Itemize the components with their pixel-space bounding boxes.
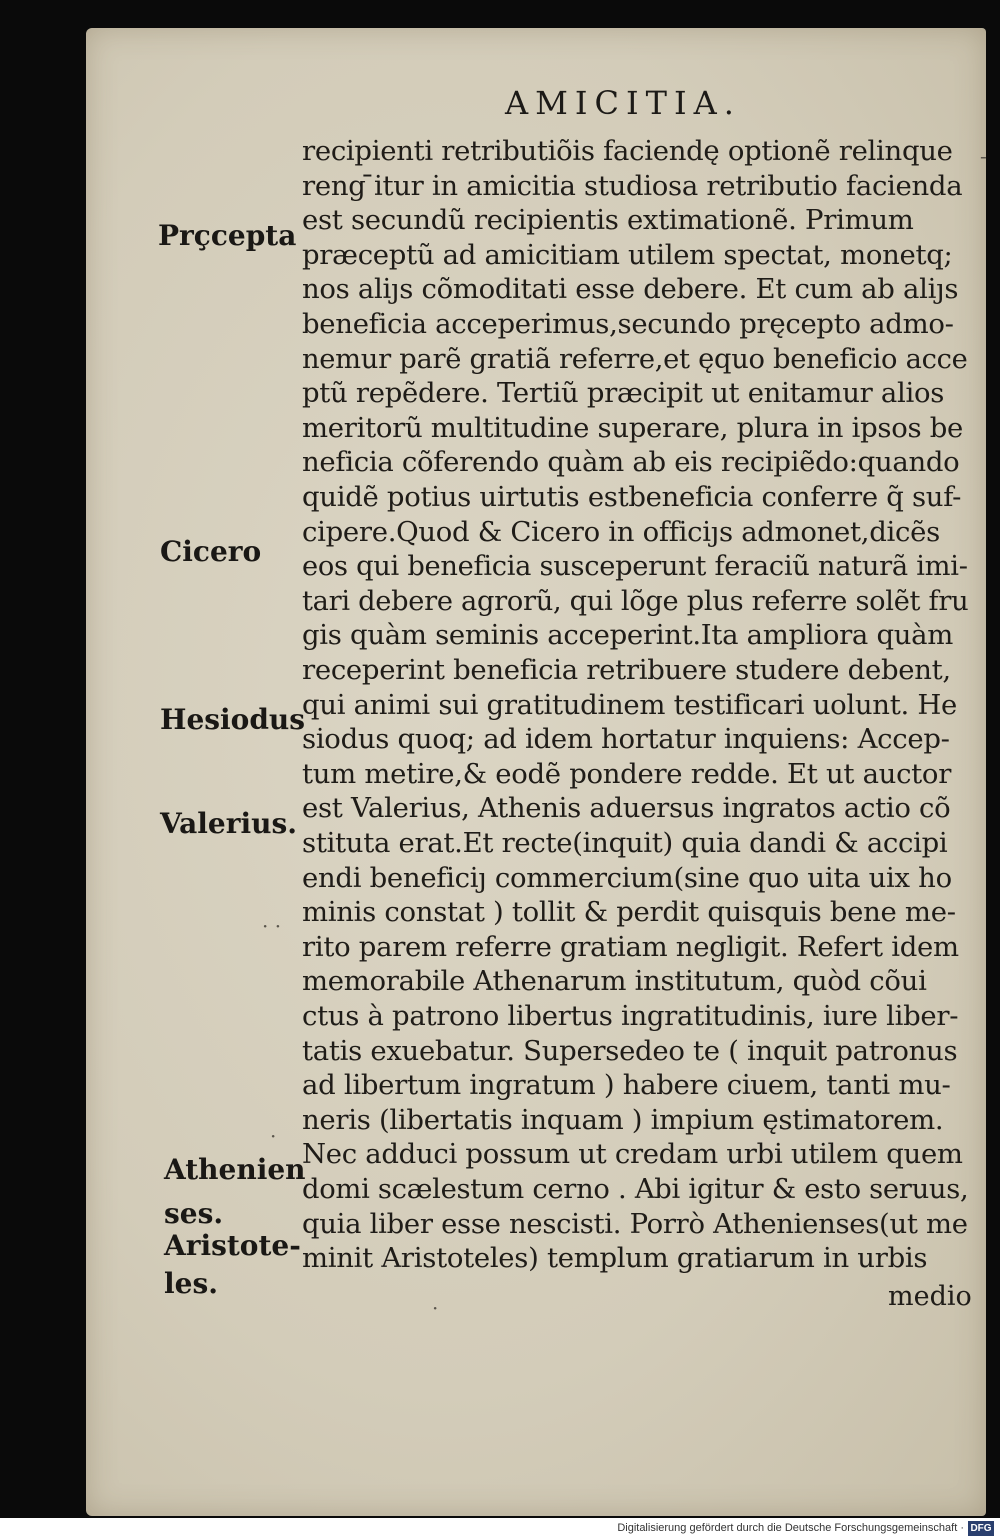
text-line: reng ̄itur in amicitia studiosa retributio facienda — [302, 169, 963, 202]
text-line: tum metire,& eodẽ pondere redde. Et ut auctor — [302, 757, 952, 790]
text-line: gis quàm seminis acceperint.Ita ampliora quàm — [302, 619, 954, 652]
text-line: minit Aristoteles) templum gratiarum in urbis — [302, 1242, 928, 1275]
margin-note: Hesiodus — [160, 703, 306, 736]
text-line: ad libertum ingratum ) habere ciuem, tanti mu- — [302, 1069, 951, 1102]
text-line: præceptũ ad amicitiam utilem spectat, monetq; — [302, 238, 953, 271]
text-line: memorabile Athenarum institutum, quòd cõui — [302, 965, 927, 998]
text-line: ctus à patrono libertus ingratitudinis, iure liber- — [302, 1000, 959, 1032]
margin-note: ses. — [164, 1197, 224, 1230]
text-line: nemur parẽ gratiã referre,et ęquo beneficio acce — [302, 342, 968, 375]
footer-credit: Digitalisierung gefördert durch die Deutsche Forschungsgemeinschaft · — [617, 1522, 964, 1534]
margin-note: Valerius. — [160, 807, 298, 840]
text-line: quidẽ potius uirtutis estbeneficia conferre q̃ suf- — [302, 481, 962, 513]
text-line: minis constat ) tollit & perdit quisquis bene me- — [302, 896, 956, 929]
ink-smudge: · — [432, 1296, 439, 1320]
text-line: est secundũ recipientis extimationẽ. Primum — [302, 204, 914, 237]
text-line: Nec adduci possum ut credam urbi utilem quem — [302, 1138, 963, 1171]
text-line: nos aliȷs cõmoditati esse debere. Et cum ab aliȷs — [302, 273, 959, 306]
text-line: tari debere agrorũ, qui lõge plus referre solẽt fru — [302, 584, 969, 617]
text-line: domi scælestum cerno . Abi igitur & esto seruus, — [302, 1173, 969, 1205]
ink-smudge: · — [270, 1124, 277, 1148]
dfg-logo-icon: DFG — [968, 1521, 994, 1536]
text-line: est Valerius, Athenis aduersus ingratos actio cõ — [302, 792, 951, 825]
text-line: cipere.Quod & Cicero in officiȷs admonet,dicẽs — [302, 515, 940, 548]
text-line: stituta erat.Et recte(inquit) quia dandi & accipi — [302, 827, 948, 859]
text-line: qui animi sui gratitudinem testificari uolunt. He — [302, 688, 957, 721]
text-line: endi beneficiȷ commercium(sine quo uita uix ho — [302, 861, 952, 894]
text-line: neris (libertatis inquam ) impium ęstimatorem. — [302, 1103, 944, 1136]
running-title: AMICITIA. — [505, 84, 741, 122]
margin-note: les. — [164, 1267, 218, 1300]
text-line: rito parem referre gratiam negligit. Refert idem — [302, 930, 959, 963]
margin-note: Cicero — [160, 535, 262, 568]
text-line: neficia cõferendo quàm ab eis recipiẽdo:quando — [302, 446, 960, 479]
text-line: siodus quoq; ad idem hortatur inquiens: Accep- — [302, 723, 950, 756]
margin-note: Athenien — [164, 1153, 306, 1186]
text-line: eos qui beneficia susceperunt feraciũ naturã imi- — [302, 550, 968, 583]
text-line: quia liber esse nescisti. Porrò Athenienses(ut me — [302, 1207, 968, 1240]
text-line: recipienti retributiõis faciendę optionẽ relinque — [302, 135, 953, 167]
margin-note: Aristote- — [164, 1229, 301, 1262]
text-line: receperint beneficia retribuere studere debent, — [302, 654, 951, 686]
text-line: tatis exuebatur. Supersedeo te ( inquit patronus — [302, 1034, 958, 1067]
ink-smudge: - — [980, 144, 987, 168]
text-line: beneficia acceperimus,secundo pręcepto admo- — [302, 308, 954, 340]
text-line: meritorũ multitudine superare, plura in ipsos be — [302, 411, 964, 444]
ink-smudge: · · — [262, 914, 282, 938]
footer-bar — [0, 1518, 1000, 1540]
text-line: ptũ repẽdere. Tertiũ præcipit ut enitamur alios — [302, 377, 945, 410]
margin-note: Prçcepta — [158, 219, 297, 252]
catchword: medio — [888, 1281, 972, 1312]
